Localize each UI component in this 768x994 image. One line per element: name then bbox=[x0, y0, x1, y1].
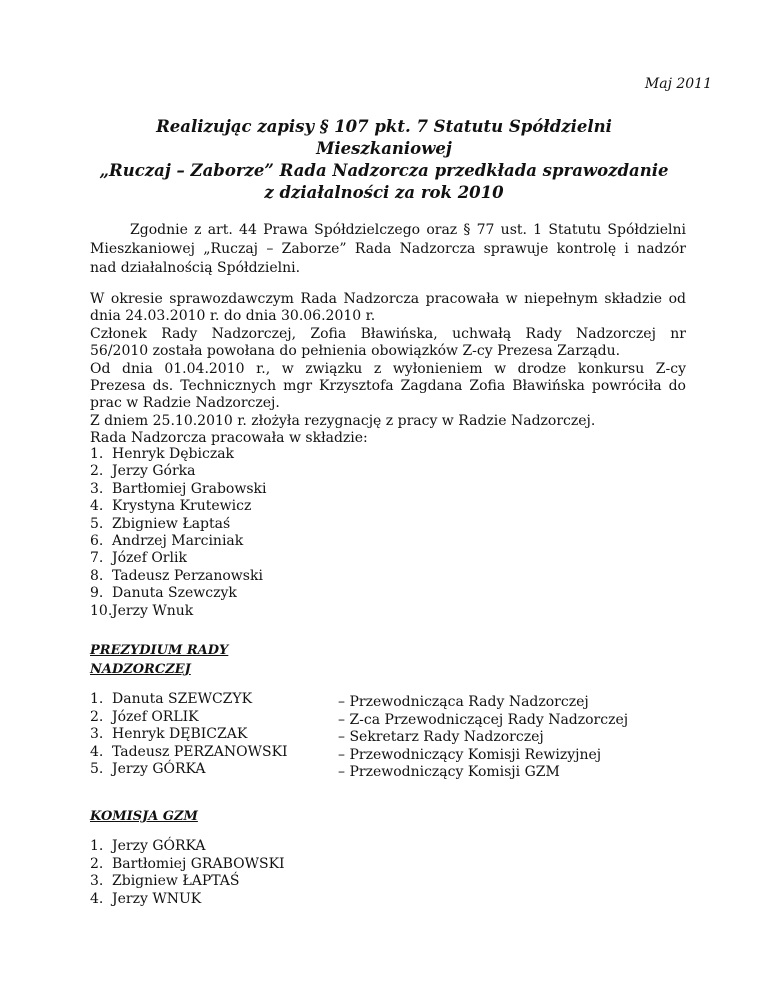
council-members-list bbox=[90, 446, 267, 620]
gzm-committee-heading: KOMISJA GZM bbox=[90, 809, 198, 824]
document-title bbox=[80, 116, 688, 204]
list-item: 4. Krystyna Krutewicz bbox=[90, 498, 252, 515]
role-item: – Sekretarz Rady Nadzorczej bbox=[338, 729, 544, 746]
title-line: „Ruczaj – Zaborze” Rada Nadzorcza przedkłada sprawozdanie bbox=[99, 161, 669, 180]
list-item: 2. Bartłomiej GRABOWSKI bbox=[90, 855, 285, 872]
paragraph-line: Rada Nadzorcza pracowała w składzie: bbox=[90, 430, 368, 447]
intro-paragraph bbox=[90, 221, 686, 278]
paragraph-line: Od dnia 01.04.2010 r., w związku z wyłonieniem w drodze konkursu Z-cy bbox=[90, 360, 686, 377]
paragraph-line: Z dniem 25.10.2010 r. złożyła rezygnację z pracy w Radzie Nadzorczej. bbox=[90, 412, 596, 429]
paragraph-line: nad działalnością Spółdzielni. bbox=[90, 260, 301, 276]
list-item: 4. Tadeusz PERZANOWSKI bbox=[90, 743, 288, 760]
title-line: Mieszkaniowej bbox=[316, 139, 452, 158]
report-paragraph bbox=[90, 291, 686, 448]
list-item: 2. Józef ORLIK bbox=[90, 708, 199, 725]
paragraph-line: 56/2010 została powołana do pełnienia obowiązków Z-cy Prezesa Zarządu. bbox=[90, 343, 621, 360]
paragraph-line: prac w Radzie Nadzorczej. bbox=[90, 395, 280, 412]
role-item: – Przewodniczący Komisji GZM bbox=[338, 764, 560, 781]
role-item: – Przewodniczący Komisji Rewizyjnej bbox=[338, 746, 602, 763]
presidium-roles-list bbox=[338, 694, 628, 782]
role-item: – Z-ca Przewodniczącej Rady Nadzorczej bbox=[338, 711, 629, 728]
list-item: 2. Jerzy Górka bbox=[90, 463, 196, 480]
title-line: z działalności za rok 2010 bbox=[264, 183, 504, 202]
list-item: 1. Danuta SZEWCZYK bbox=[90, 691, 253, 707]
list-item: 9. Danuta Szewczyk bbox=[90, 585, 237, 602]
paragraph-line: dnia 24.03.2010 r. do dnia 30.06.2010 r. bbox=[90, 308, 376, 325]
list-item: 3. Zbigniew ŁAPTAŚ bbox=[90, 873, 240, 890]
list-item: 5. Jerzy GÓRKA bbox=[90, 761, 206, 778]
list-item: 1. Henryk Dębiczak bbox=[90, 446, 235, 462]
paragraph-line: Członek Rady Nadzorczej, Zofia Bławińska, uchwałą Rady Nadzorczej nr bbox=[90, 325, 686, 342]
presidium-members-list bbox=[90, 691, 288, 779]
paragraph-line: Prezesa ds. Technicznych mgr Krzysztofa Zagdana Zofia Bławińska powróciła do bbox=[90, 378, 686, 395]
list-item: 3. Bartłomiej Grabowski bbox=[90, 480, 267, 497]
title-line: Realizując zapisy § 107 pkt. 7 Statutu Spółdzielni bbox=[156, 117, 612, 136]
list-item: 4. Jerzy WNUK bbox=[90, 890, 202, 907]
list-item: 1. Jerzy GÓRKA bbox=[90, 838, 206, 854]
list-item: 10.Jerzy Wnuk bbox=[90, 602, 194, 619]
document-date: Maj 2011 bbox=[644, 76, 712, 92]
list-item: 6. Andrzej Marciniak bbox=[90, 533, 244, 550]
list-item: 7. Józef Orlik bbox=[90, 550, 187, 567]
list-item: 8. Tadeusz Perzanowski bbox=[90, 567, 263, 584]
list-item: 5. Zbigniew Łaptaś bbox=[90, 515, 231, 532]
role-item: – Przewodnicząca Rady Nadzorczej bbox=[338, 694, 589, 710]
paragraph-line: Mieszkaniowej „Ruczaj – Zaborze” Rada Nadzorcza sprawuje kontrolę i nadzór bbox=[90, 241, 686, 257]
presidium-heading: PREZYDIUM RADY NADZORCZEJ bbox=[90, 643, 229, 677]
gzm-members-list bbox=[90, 838, 285, 908]
list-item: 3. Henryk DĘBICZAK bbox=[90, 726, 248, 743]
paragraph-line: W okresie sprawozdawczym Rada Nadzorcza pracowała w niepełnym składzie od bbox=[90, 291, 686, 307]
paragraph-line: Zgodnie z art. 44 Prawa Spółdzielczego oraz § 77 ust. 1 Statutu Spółdzielni bbox=[130, 222, 686, 238]
